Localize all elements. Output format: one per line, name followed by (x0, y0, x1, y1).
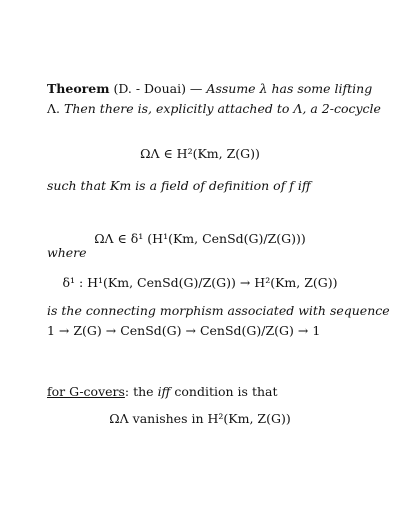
g-covers-remark (47, 384, 400, 400)
remark-text-a: : the (124, 384, 154, 399)
theorem-line-2 (47, 101, 400, 117)
remark-text-b: condition is that (174, 384, 278, 399)
theorem-label: Theorem (47, 81, 110, 96)
theorem-assumption: Assume λ has some lifting (206, 81, 373, 96)
lambda-symbol: Λ. (47, 101, 61, 116)
equation-connecting-map: δ¹ : H¹(Km, CenSd(G)/Z(G)) → H²(Km, Z(G)) (62, 275, 338, 290)
equation-delta-image: ΩΛ ∈ δ¹ (H¹(Km, CenSd(G)/Z(G))) (94, 231, 306, 246)
where-text: where (47, 245, 87, 260)
connecting-morphism-text: is the connecting morphism associated with sequence (47, 303, 390, 318)
exact-sequence: 1 → Z(G) → CenSd(G) → CenSd(G)/Z(G) → 1 (47, 323, 321, 338)
theorem-attribution: (D. - Douai) — (113, 81, 203, 96)
g-covers-link[interactable]: for G-covers (47, 384, 125, 399)
theorem-statement: Then there is, explicitly attached to Λ, a 2-cocycle (64, 101, 381, 116)
equation-cocycle: ΩΛ ∈ H²(Km, Z(G)) (140, 146, 260, 161)
remark-iff: iff (157, 384, 171, 399)
equation-vanishing: ΩΛ vanishes in H²(Km, Z(G)) (109, 411, 291, 426)
field-of-definition-text: such that Km is a field of definition of f iff (47, 178, 311, 193)
theorem-line-1 (47, 81, 400, 97)
